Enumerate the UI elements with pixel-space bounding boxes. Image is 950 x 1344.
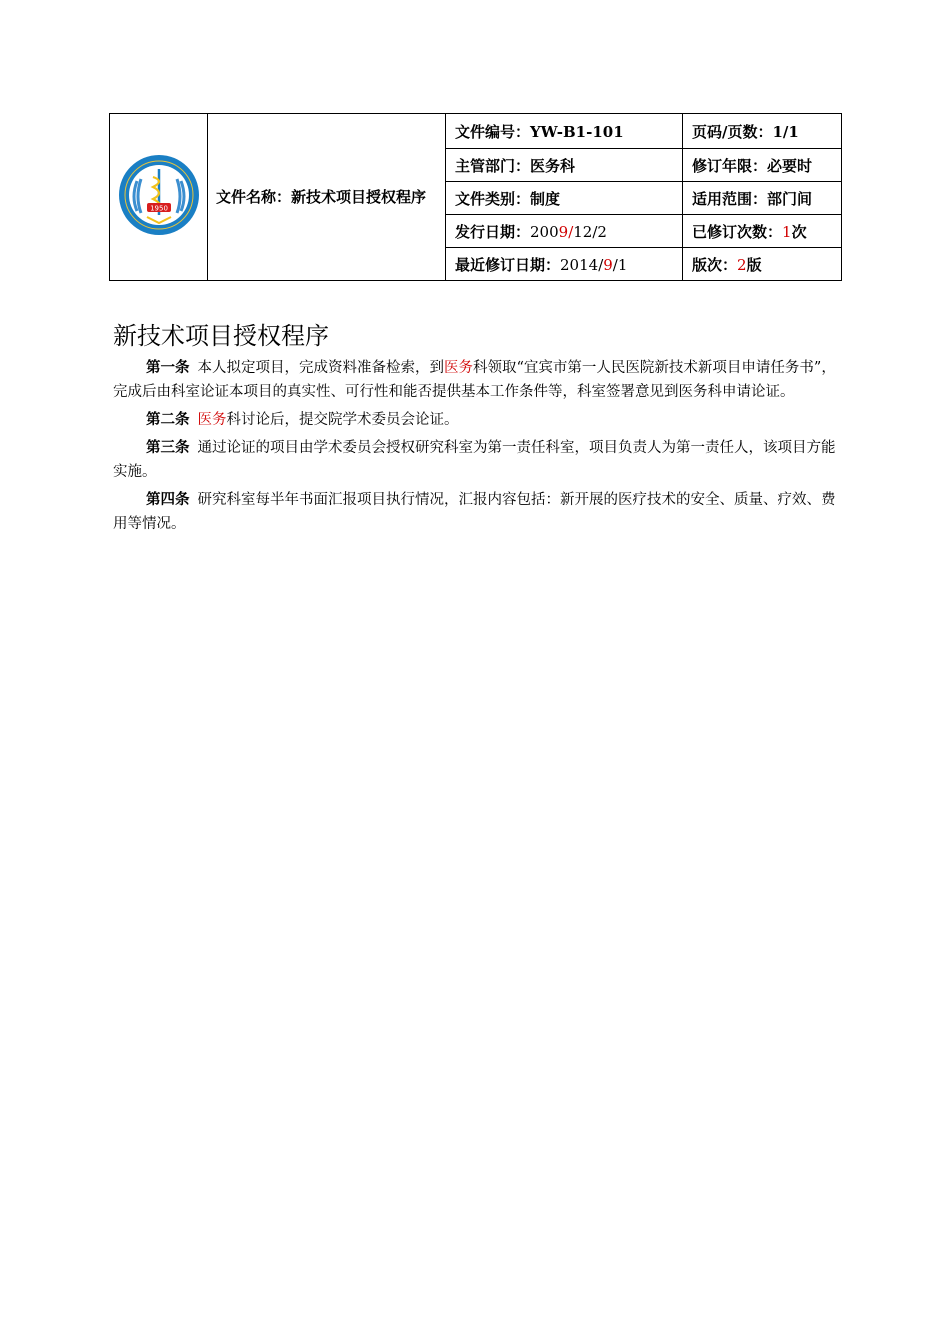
last-revision-date-part-red: 9 bbox=[603, 255, 613, 274]
issue-date-cell bbox=[446, 215, 683, 248]
hospital-logo-icon bbox=[117, 153, 201, 237]
page-count-cell bbox=[683, 114, 842, 149]
article-highlight: 医务 bbox=[197, 412, 227, 428]
article-text-tail: 科讨论后，提交院学术委员会论证。 bbox=[226, 412, 459, 428]
file-name-value: 新技术项目授权程序 bbox=[291, 188, 427, 206]
article-text: 本人拟定项目，完成资料准备检索，到 bbox=[197, 360, 444, 376]
page-count-value: 1/1 bbox=[772, 122, 799, 141]
revision-period-label: 修订年限： bbox=[692, 156, 768, 175]
logo-year: 1950 bbox=[149, 204, 168, 213]
revision-period-value: 必要时 bbox=[767, 156, 813, 175]
file-number-value: YW-B1-101 bbox=[530, 122, 624, 141]
file-category-label: 文件类别： bbox=[455, 189, 531, 208]
edition-unit: 版 bbox=[746, 255, 762, 274]
article-text: 研究科室每半年书面汇报项目执行情况，汇报内容包括：新开展的医疗技术的安全、质量、疗效、费用等情况。 bbox=[113, 492, 836, 532]
department-value: 医务科 bbox=[530, 156, 576, 175]
revision-period-cell bbox=[683, 149, 842, 182]
article-label: 第三条 bbox=[146, 440, 190, 456]
article-label: 第四条 bbox=[146, 492, 190, 508]
article-text-tail: 科领取“宜宾市第一人民医院新技术新项目申请任务书”，完成后由科室论证本项目的真实性、可行性和能否提供基本工作条件等，科室签署意见到医务科申请论证。 bbox=[113, 360, 836, 400]
last-revision-date-part-a: 2014/ bbox=[560, 255, 604, 274]
department-cell bbox=[446, 149, 683, 182]
file-number-cell bbox=[446, 114, 683, 149]
edition-label: 版次： bbox=[692, 255, 738, 274]
article-1 bbox=[113, 356, 846, 404]
article-label: 第一条 bbox=[146, 360, 190, 376]
page-count-label: 页码/页数： bbox=[692, 122, 773, 141]
file-name-label: 文件名称： bbox=[216, 188, 292, 206]
article-3 bbox=[113, 436, 846, 484]
article-2 bbox=[113, 408, 846, 432]
article-label: 第二条 bbox=[146, 412, 190, 428]
file-name-cell bbox=[208, 114, 446, 281]
issue-date-label: 发行日期： bbox=[455, 222, 531, 241]
edition-cell bbox=[683, 248, 842, 281]
issue-date-part-red: 9/ bbox=[558, 222, 574, 241]
revision-count-label: 已修订次数： bbox=[692, 222, 783, 241]
scope-cell bbox=[683, 182, 842, 215]
revision-count-value: 1 bbox=[782, 222, 792, 241]
document-title: 新技术项目授权程序 bbox=[113, 322, 329, 350]
last-revision-date-part-b: /1 bbox=[612, 255, 628, 274]
document-body bbox=[113, 356, 846, 540]
article-4 bbox=[113, 488, 846, 536]
scope-value: 部门间 bbox=[767, 189, 813, 208]
scope-label: 适用范围： bbox=[692, 189, 768, 208]
file-number-label: 文件编号： bbox=[455, 122, 531, 141]
document-header-table bbox=[109, 113, 842, 281]
file-category-value: 制度 bbox=[530, 189, 561, 208]
article-text: 通过论证的项目由学术委员会授权研究科室为第一责任科室，项目负责人为第一责任人，该项目方能实施。 bbox=[113, 440, 836, 480]
hospital-logo-cell bbox=[110, 114, 208, 281]
edition-value: 2 bbox=[737, 255, 747, 274]
article-highlight: 医务 bbox=[444, 360, 473, 376]
department-label: 主管部门： bbox=[455, 156, 531, 175]
revision-count-cell bbox=[683, 215, 842, 248]
last-revision-date-cell bbox=[446, 248, 683, 281]
issue-date-part-b: 12/2 bbox=[573, 222, 607, 241]
issue-date-part-a: 200 bbox=[530, 222, 559, 241]
revision-count-unit: 次 bbox=[791, 222, 807, 241]
last-revision-date-label: 最近修订日期： bbox=[455, 255, 561, 274]
file-category-cell bbox=[446, 182, 683, 215]
